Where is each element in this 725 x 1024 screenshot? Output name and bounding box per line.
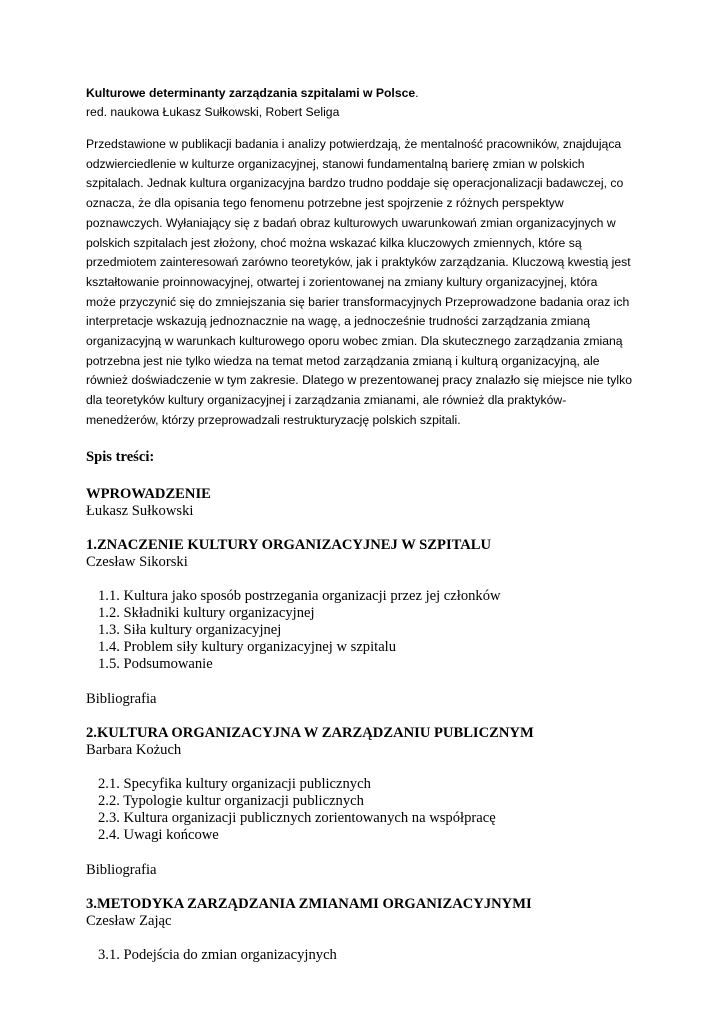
chapter-2-bibliography: Bibliografia bbox=[86, 861, 157, 878]
abstract-line: kształtowanie proinnowacyjnej, otwartej i zorientowanej na zmiany kultury organizacyjnej, która bbox=[86, 274, 598, 289]
toc-item: 2.2. Typologie kultur organizacji publicznych bbox=[98, 792, 364, 809]
abstract-line: również doświadczenie w tym zakresie. Dlatego w prezentowanej pracy znalazło się miejsce nie tylko bbox=[86, 373, 632, 388]
book-title-period: . bbox=[415, 86, 419, 100]
toc-item: 1.5. Podsumowanie bbox=[98, 655, 213, 672]
abstract-line: przedmiotem zainteresowań zarówno teoretyków, jak i praktyków zarządzania. Kluczową kwestią jest bbox=[86, 255, 631, 270]
intro-author: Łukasz Sułkowski bbox=[86, 502, 194, 519]
chapter-3-title: 3.METODYKA ZARZĄDZANIA ZMIANAMI ORGANIZACYJNYMI bbox=[86, 895, 532, 912]
toc-item: 1.3. Siła kultury organizacyjnej bbox=[98, 621, 282, 638]
abstract-line: może przyczynić się do zmniejszania się barier transformacyjnych Przeprowadzone badania oraz ich bbox=[86, 294, 630, 309]
abstract-line: Przedstawione w publikacji badania i analizy potwierdzają, że mentalność pracowników, znajdująca bbox=[86, 137, 622, 151]
abstract-paragraph bbox=[86, 135, 646, 431]
chapter-2-title: 2.KULTURA ORGANIZACYJNA W ZARZĄDZANIU PUBLICZNYM bbox=[86, 724, 534, 741]
chapter-2-author: Barbara Kożuch bbox=[86, 741, 182, 758]
chapter-2-items bbox=[86, 776, 646, 844]
chapter-1-title: 1.ZNACZENIE KULTURY ORGANIZACYJNEJ W SZPITALU bbox=[86, 536, 492, 553]
abstract-line: poznawczych. Wyłaniający się z badań obraz kulturowych uwarunkowań zmian organizacyjnych w bbox=[86, 215, 616, 230]
chapter-1-author: Czesław Sikorski bbox=[86, 553, 188, 570]
chapter-3-author: Czesław Zając bbox=[86, 912, 172, 929]
chapter-1-bibliography: Bibliografia bbox=[86, 690, 157, 707]
abstract-line: menedżerów, którzy przeprowadzali restrukturyzację polskich szpitali. bbox=[86, 412, 461, 427]
abstract-line: potrzebna jest nie tylko wiedza na temat metod zarządzania zmianą i kulturą organizacyjną, ale bbox=[86, 353, 600, 368]
abstract-line: dla teoretyków kultury organizacyjnej i zarządzania zmianami, ale również dla praktyków- bbox=[86, 393, 567, 408]
abstract-line: szpitalach. Jednak kultura organizacyjna bardzo trudno poddaje się operacjonalizacji badawczej, co bbox=[86, 176, 624, 191]
toc-item: 2.4. Uwagi końcowe bbox=[98, 826, 219, 843]
intro-title: WPROWADZENIE bbox=[86, 485, 211, 502]
toc-heading: Spis treści: bbox=[86, 448, 155, 465]
chapter-3-items bbox=[86, 947, 646, 964]
document-page bbox=[86, 84, 646, 964]
toc-item: 2.3. Kultura organizacji publicznych zorientowanych na współpracę bbox=[98, 809, 496, 826]
abstract-line: polskich szpitalach jest złożony, choć można wskazać kilka kluczowych zmiennych, które są bbox=[86, 235, 582, 250]
toc-item: 2.1. Specyfika kultury organizacji publicznych bbox=[98, 775, 371, 792]
toc-item: 1.2. Składniki kultury organizacyjnej bbox=[98, 604, 315, 621]
chapter-1-items bbox=[86, 588, 646, 673]
book-title-text: Kulturowe determinanty zarządzania szpitalami w Polsce bbox=[86, 86, 416, 100]
abstract-line: odzwierciedlenie w kulturze organizacyjnej, stanowi fundamentalną barierę zmian w polskich bbox=[86, 156, 585, 171]
toc-item: 1.4. Problem siły kultury organizacyjnej w szpitalu bbox=[98, 638, 397, 655]
toc-item: 1.1. Kultura jako sposób postrzegania organizacji przez jej członków bbox=[98, 587, 501, 604]
abstract-line: organizacyjną w warunkach kulturowego oporu wobec zmian. Dla skutecznego zarządzania zmianą bbox=[86, 334, 623, 349]
editors-line: red. naukowa Łukasz Sułkowski, Robert Seliga bbox=[86, 105, 340, 119]
book-title bbox=[86, 84, 646, 103]
toc-item: 3.1. Podejścia do zmian organizacyjnych bbox=[98, 946, 337, 963]
abstract-line: oznacza, że dla opisania tego fenomenu potrzebne jest spojrzenie z różnych perspektyw bbox=[86, 196, 564, 211]
abstract-line: interpretacje wskazują jednoznacznie na wagę, a jednocześnie trudności zarządzania zmianą bbox=[86, 314, 591, 329]
